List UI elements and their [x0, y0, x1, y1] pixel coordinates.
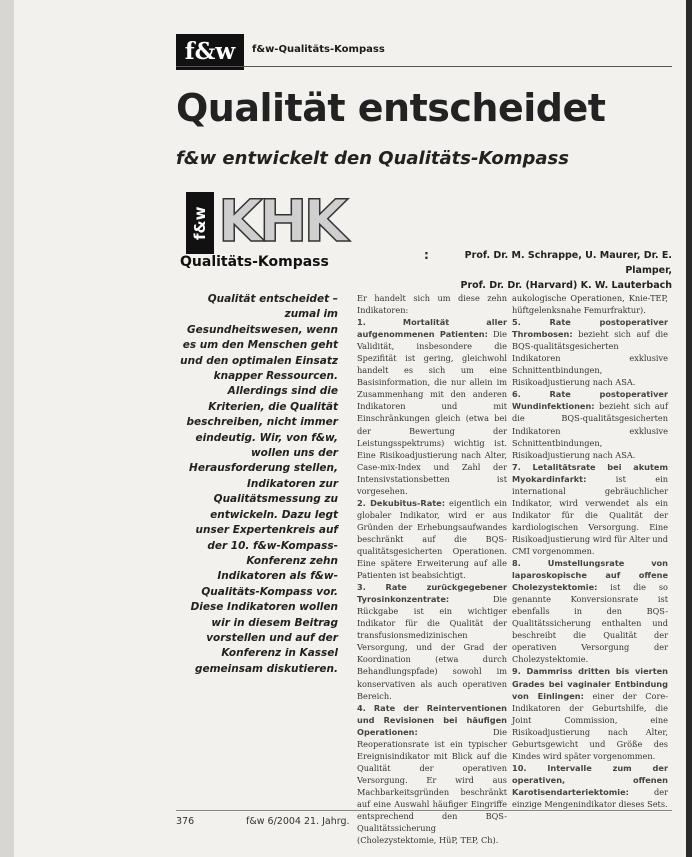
- indicator-heading: 6. Rate postoperativer Wundinfektionen:: [512, 389, 668, 412]
- article-subtitle: f&w entwickelt den Qualitäts-Kompass: [176, 148, 569, 169]
- indicator-heading: 7. Letalitätsrate bei akutem Myokardinfarkt:: [512, 461, 668, 484]
- paragraph: [357, 702, 507, 847]
- brand-name: Qualitäts-Kompass: [180, 254, 329, 270]
- header-label: f&w-Qualitäts-Kompass: [252, 44, 385, 55]
- indicator-heading: 3. Rate zurückgegebener Tyrosinkonzentrate:: [357, 582, 507, 605]
- body-column-1: [357, 292, 507, 846]
- khk-brand-logo: [176, 186, 345, 278]
- author-line-2: Prof. Dr. Dr. (Harvard) K. W. Lauterbach: [460, 280, 672, 291]
- indicator-heading: 4. Rate der Reinterventionen und Revisionen bei häufigen Operationen:: [357, 702, 507, 737]
- author-line-1: Prof. Dr. M. Schrappe, U. Maurer, Dr. E. Plamper,: [464, 250, 672, 276]
- indicator-heading: 5. Rate postoperativer Thrombosen:: [512, 317, 668, 340]
- paragraph: [512, 665, 668, 761]
- header-rule: [176, 66, 672, 67]
- brand-khk-letters: KHK: [218, 187, 345, 255]
- author-list: [424, 248, 672, 293]
- paragraph-text: ist die so genannte Konversionsrate ist ebenfalls in den BQS-Qualitätssicherung enthalten und beschreibt die Qualität der operativen Versorgung der Cholezystektomie.: [512, 582, 668, 665]
- paragraph: [357, 497, 507, 581]
- paragraph: [357, 581, 507, 701]
- paragraph-text: aukologische Operationen, Knie-TEP, hüftgelenksnahe Femurfraktur).: [512, 293, 668, 316]
- paragraph-text: Die Reoperationsrate ist ein typischer Ereignisindikator mit Blick auf die Qualität der operativen Versorgung. Er wird aus Machbarkeitsgründen beschränkt auf eine Auswahl häufiger Eingriffe entsprechend den BQS-Qualitätssicherung (Cholezystektomie, HüP, TEP, Ch).: [357, 726, 507, 846]
- paragraph-text: bezieht sich auf die BQS-qualitätsgesicherten Indikatoren exklusive Schnittentbindungen, Risikoadjustierung nach ASA.: [512, 401, 668, 460]
- paragraph: [512, 762, 668, 810]
- article-title: Qualität entscheidet: [176, 86, 606, 130]
- indicator-heading: 9. Dammriss dritten bis vierten Grades bei vaginaler Entbindung von Einlingen:: [512, 666, 668, 701]
- footer-rule: [176, 810, 672, 811]
- paragraph: [357, 316, 507, 497]
- fw-logo: f&w: [176, 34, 244, 70]
- page-edge: [0, 0, 14, 857]
- paragraph-text: bezieht sich auf die BQS-qualitätsgesicherten Indikatoren exklusive Schnittentbindungen, Risikoadjustierung nach ASA.: [512, 329, 668, 388]
- indicator-heading: 2. Dekubitus-Rate:: [357, 497, 445, 508]
- brand-fw-mark: f&w: [186, 192, 214, 254]
- author-bullet: :: [424, 248, 429, 262]
- page-number: 376: [176, 816, 195, 827]
- paragraph-text: Er handelt sich um diese zehn Indikatoren:: [357, 293, 507, 316]
- paragraph: [512, 316, 668, 388]
- paragraph: [512, 292, 668, 316]
- paragraph-text: der einzige Mengenindikator dieses Sets.: [512, 786, 668, 809]
- book-binding: [686, 0, 692, 857]
- paragraph-text: Die Validität, insbesondere die Spezifität ist gering, gleichwohl handelt es sich um eine Basisinformation, die nur allein im Zusammenhang mit den anderen Indikatoren und mit Einschränkungen gleich (etwa bei der Bewertung der Leistungsspektrums) wichtig ist. Eine Risikoadjustierung nach Alter, Case-mix-Index und Zahl der Intensivstationsbetten ist vorgesehen.: [357, 329, 507, 496]
- indicator-heading: 1. Mortalität aller aufgenommenen Patienten:: [357, 317, 507, 340]
- paragraph: [512, 461, 668, 557]
- paragraph: [512, 557, 668, 665]
- paragraph-text: einer der Core-Indikatoren der Geburtshilfe, die Joint Commission, eine Risikoadjustierung nach Alter, Geburtsgewicht und Größe des Kindes wird später vorgenommen.: [512, 690, 669, 761]
- body-column-2: [512, 292, 668, 810]
- paragraph-text: Die Rückgabe ist ein wichtiger Indikator für die Qualität der transfusionsmedizinischen Versorgung, und der Grad der Koordination (etwa durch Behandlungspfade) sowohl im konservativen als auch operativen Bereich.: [357, 594, 507, 701]
- indicator-heading: 10. Intervalle zum der operativen, offenen Karotisendarteriektomie:: [512, 762, 668, 797]
- indicator-heading: 8. Umstellungsrate von laparoskopische auf offene Cholezystektomie:: [512, 558, 668, 593]
- teaser-text: Qualität entscheidet – zumal im Gesundheitswesen, wenn es um den Menschen geht und den optimalen Einsatz knapper Ressourcen. Allerdings sind die Kriterien, die Qualität beschreiben, nicht immer eindeutig. Wir, von f&w, wollen uns der Herausforderung stellen, Indikatoren zur Qualitätsmessung zu entwickeln. Dazu legt unser Expertenkreis auf der 10. f&w-Kompass-Konferenz zehn Indikatoren als f&w-Qualitäts-Kompass vor. Diese Indikatoren wollen wir in diesem Beitrag vorstellen und auf der Konferenz in Kassel gemeinsam diskutieren.: [180, 293, 338, 675]
- paragraph: [512, 388, 668, 460]
- journal-citation: f&w 6/2004 21. Jahrg.: [246, 816, 350, 827]
- paragraph-text: eigentlich ein globaler Indikator, wird er aus Gründen der Erhebungsaufwandes beschränkt auf die BQS-qualitätsgesicherten Operationen. Eine spätere Erweiterung auf alle Patienten ist beabsichtigt.: [357, 497, 507, 581]
- paragraph: [357, 292, 507, 316]
- paragraph-text: ist ein international gebräuchlicher Indikator, wird verwendet als ein Indikator für die Qualität der kardiologischen Versorgung. Eine Risikoadjustierung wird für Alter und CMI vorgenommen.: [512, 473, 668, 556]
